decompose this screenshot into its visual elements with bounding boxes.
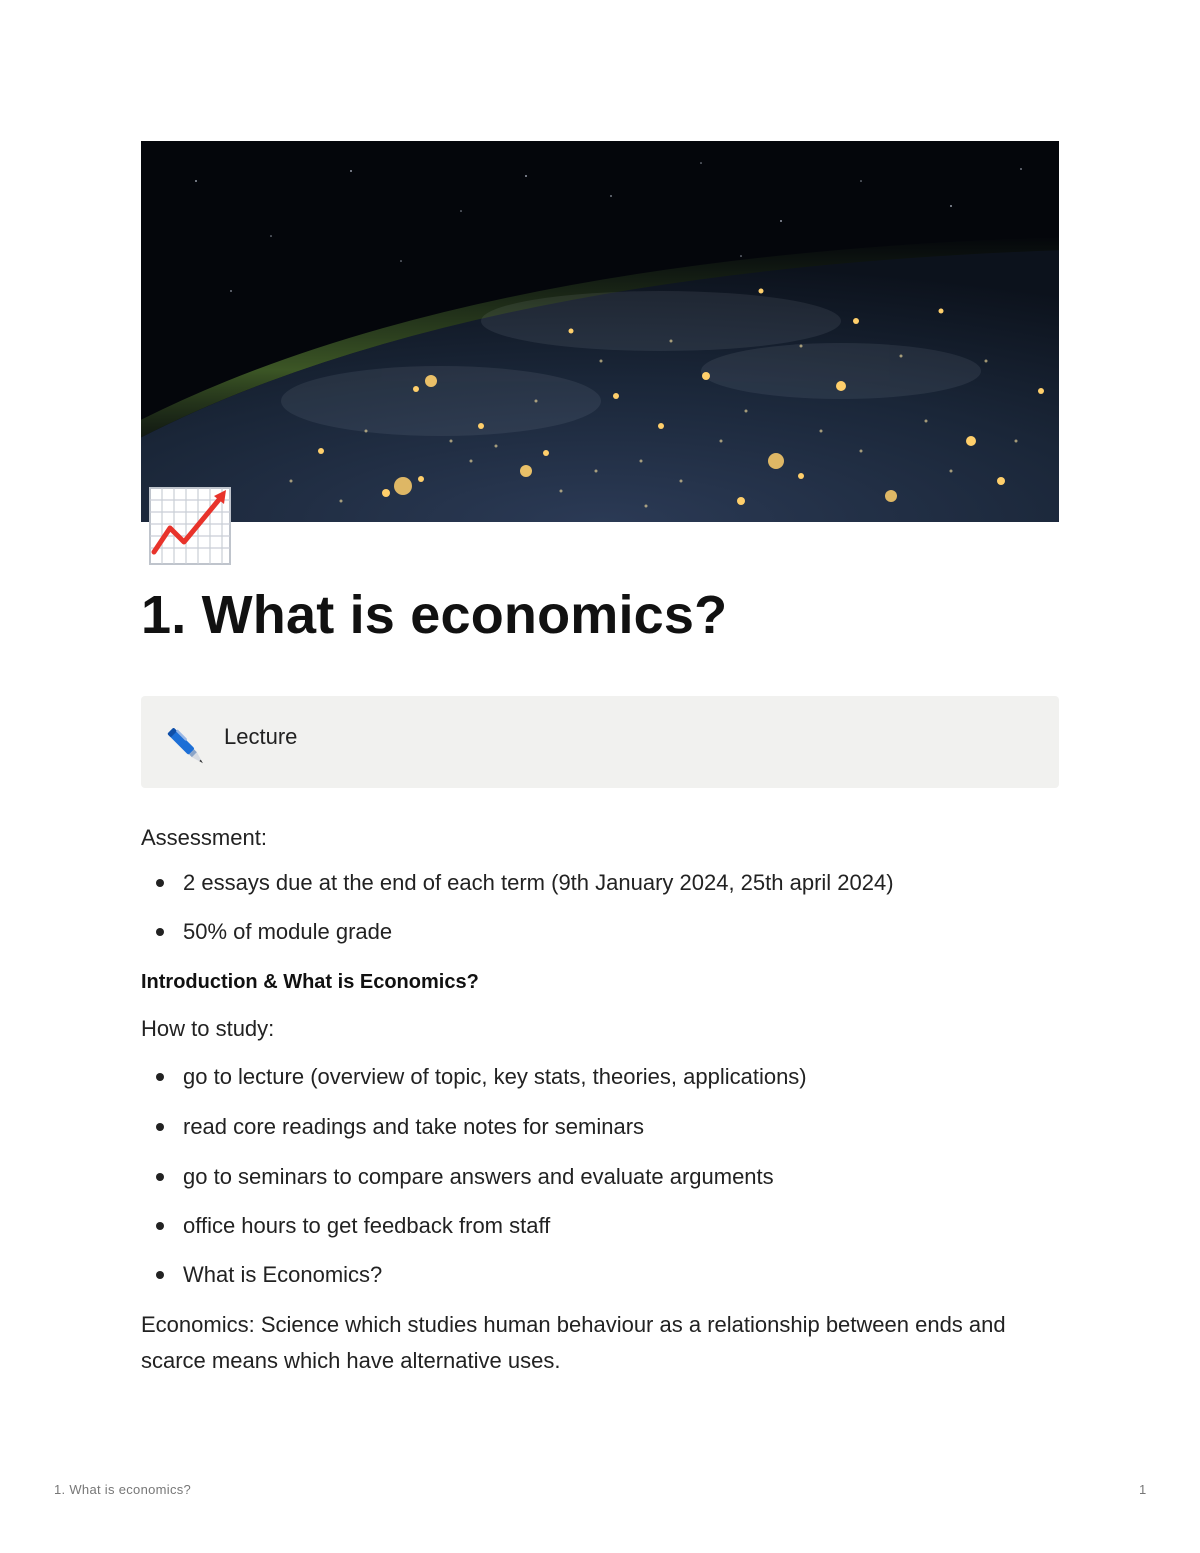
cover-image [141, 141, 1059, 522]
pen-icon [165, 726, 209, 770]
bullet-icon [156, 928, 164, 936]
bullet-icon [156, 1123, 164, 1131]
footer-doc-title: 1. What is economics? [54, 1482, 192, 1497]
bullet-icon [156, 1271, 164, 1279]
list-item: go to lecture (overview of topic, key stats, theories, applications) [141, 1062, 807, 1092]
chart-increasing-icon [148, 486, 232, 566]
callout-text: Lecture [224, 724, 298, 749]
bullet-icon [156, 1173, 164, 1181]
bullet-icon [156, 879, 164, 887]
definition-paragraph: Economics: Science which studies human behaviour as a relationship between ends and scarce means which have alternative uses. [141, 1312, 1006, 1373]
how-to-study-label: How to study: [141, 1016, 275, 1041]
list-item: office hours to get feedback from staff [141, 1211, 550, 1241]
list-item: 2 essays due at the end of each term (9th January 2024, 25th april 2024) [141, 868, 894, 898]
assessment-label: Assessment: [141, 825, 267, 850]
section-heading: Introduction & What is Economics? [141, 971, 479, 993]
footer-page-number: 1 [1139, 1482, 1147, 1497]
bullet-icon [156, 1222, 164, 1230]
page-title: 1. What is economics? [141, 585, 728, 645]
list-item: What is Economics? [141, 1260, 382, 1290]
list-item: go to seminars to compare answers and evaluate arguments [141, 1162, 774, 1192]
callout-block [141, 696, 1059, 788]
bullet-icon [156, 1073, 164, 1081]
night-earth-illustration [141, 141, 1059, 522]
list-item: read core readings and take notes for seminars [141, 1112, 644, 1142]
list-item: 50% of module grade [141, 917, 392, 947]
